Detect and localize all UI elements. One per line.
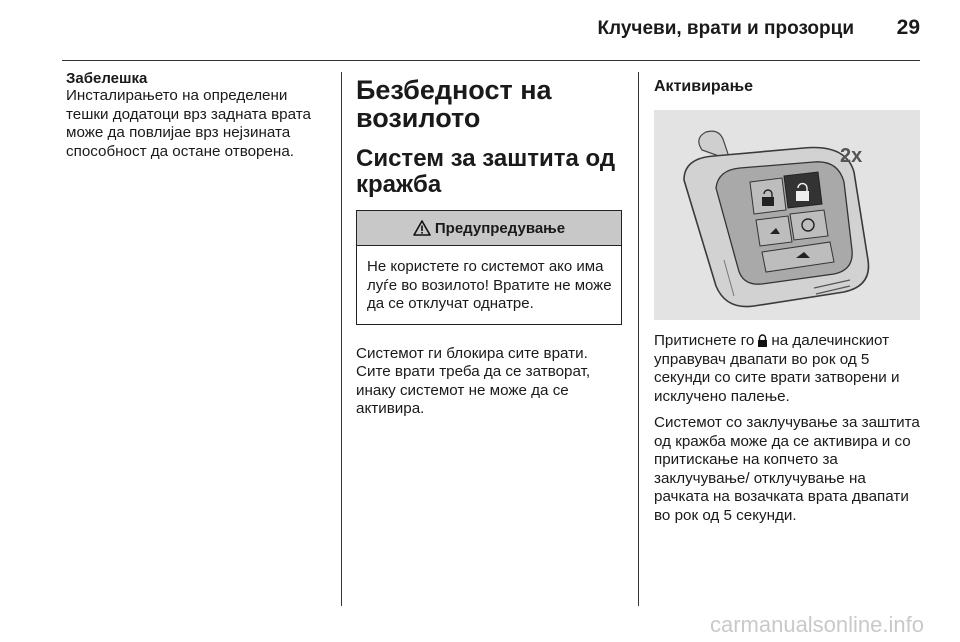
paragraph: Системот ги блокира сите врати. Сите врати треба да се затворат, инаку системот не може да се активира. [356, 344, 591, 417]
warning-box [356, 210, 622, 325]
warning-header [357, 211, 621, 246]
key-fob-illustration [654, 110, 920, 320]
header-rule [62, 60, 920, 61]
page-number: 29 [896, 16, 920, 39]
watermark: carmanualsonline.info [709, 612, 924, 637]
lock-icon [757, 334, 768, 347]
section-heading: Безбедност на возилото [356, 75, 552, 133]
activation-text-end: на далечинскиот управувач двапати во рок од 5 секунди со сите врати затворени и исклучено палење. [654, 332, 900, 405]
warning-text: Не користете го системот ако има луѓе во возилото! Вратите не може да се отклучат однатре. [367, 258, 612, 312]
warning-triangle-icon [413, 220, 431, 236]
note-text: Инсталирањето на определени тешки додатоци врз задната врата може да повлијае врз нејзината способност да остане отворена. [66, 87, 311, 160]
column-left [66, 70, 328, 161]
column-right [654, 70, 922, 525]
press-twice-label: 2x [840, 145, 863, 167]
page-header-title: Клучеви, врати и прозорци [597, 18, 854, 39]
key-fob-drawing [654, 110, 920, 320]
note-title: Забелешка [66, 70, 148, 87]
activation-paragraph-2: Системот со заклучување за заштита од кражба може да се активира и со притискање на копчето за заклучување/ отклучување на рачката на возачката врата двапати во рок од 5 секунди. [654, 414, 920, 524]
column-divider [638, 72, 639, 606]
activation-paragraph [654, 332, 922, 406]
section-subheading: Систем за заштита од кражба [356, 145, 616, 198]
section-heading-activation: Активирање [654, 78, 753, 95]
activation-text-start: Притиснете го [654, 332, 755, 349]
column-divider [341, 72, 342, 606]
warning-title: Предупредување [434, 219, 566, 237]
column-middle [356, 70, 622, 419]
